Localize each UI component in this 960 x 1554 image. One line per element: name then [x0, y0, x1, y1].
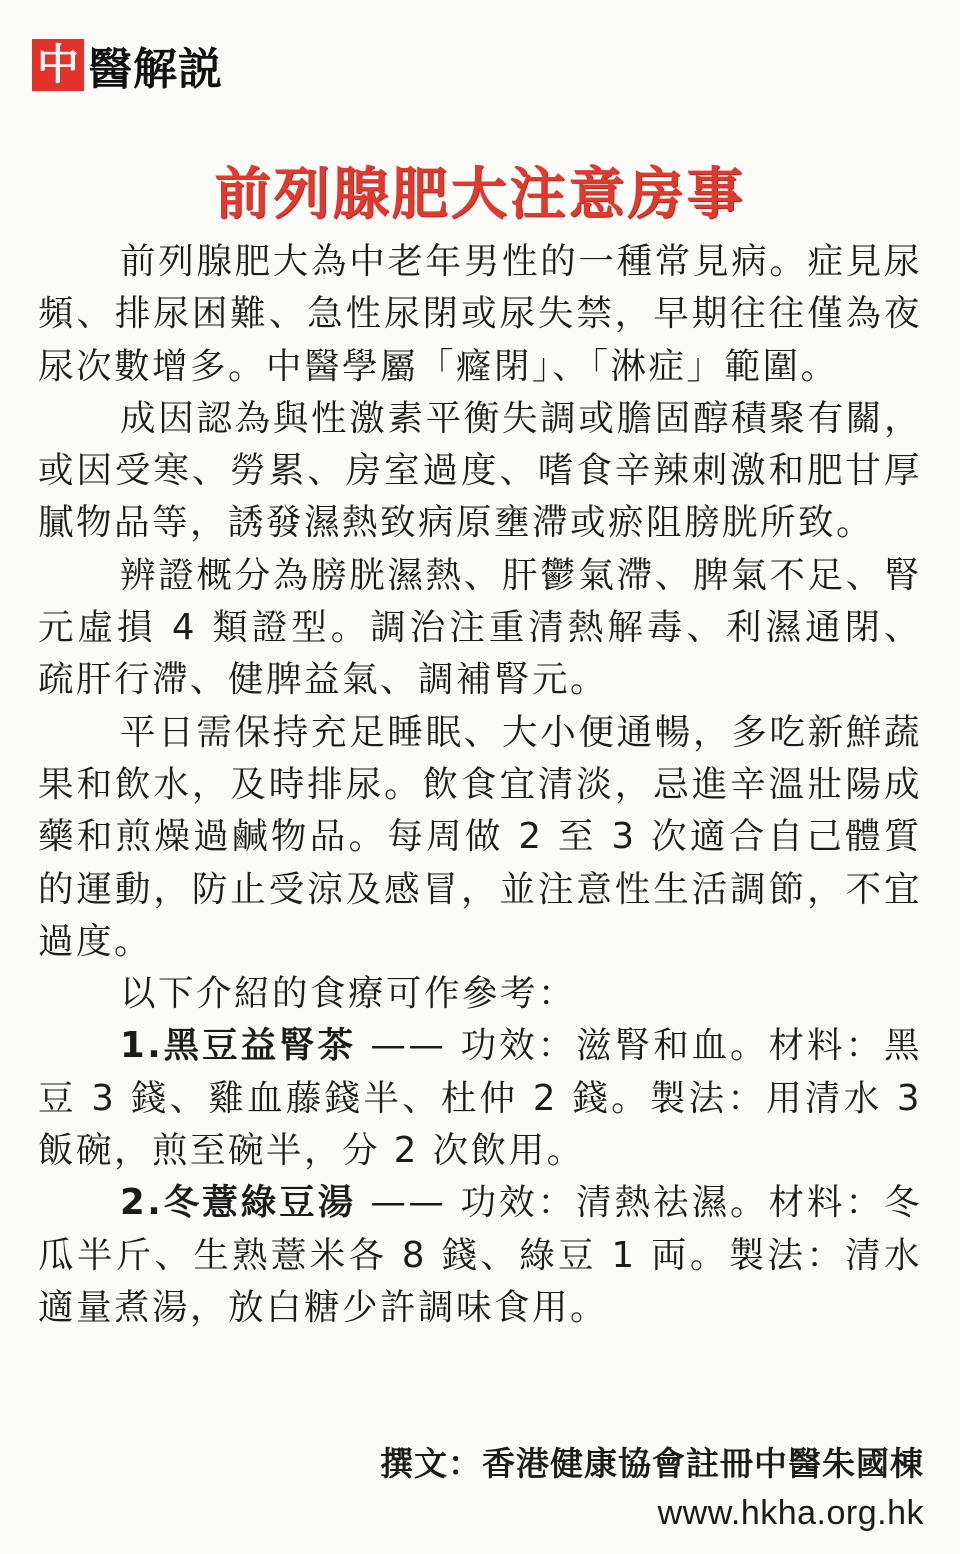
recipe-item	[38, 1177, 922, 1334]
recipe-text: —— 功效：滋腎和血。材料：黑豆 3 錢、雞血藤錢半、杜仲 2 錢。製法：用清水 3 飯碗，煎至碗半，分 2 次飲用。	[38, 1025, 922, 1172]
column-badge	[32, 36, 223, 94]
paragraph-intro-recipes: 以下介紹的食療可作參考：	[120, 973, 577, 1015]
article-body	[38, 236, 922, 1334]
paragraph-care: 平日需保持充足睡眠、大小便通暢，多吃新鮮蔬果和飲水，及時排尿。飲食宜清淡，忌進辛溫壯陽成藥和煎燥過鹹物品。每周做 2 至 3 次適合自己體質的運動，防止受涼及感冒，並注意性生活調節，不宜過度。	[38, 711, 922, 962]
paragraph-causes: 成因認為與性激素平衡失調或膽固醇積聚有關，或因受寒、勞累、房室過度、嗜食辛辣刺激和肥甘厚膩物品等，誘發濕熱致病原壅滯或瘀阻膀胱所致。	[38, 397, 922, 544]
recipe-item	[38, 1020, 922, 1177]
headline: 前列腺肥大注意房事	[214, 162, 746, 227]
column-title: 醫解説	[88, 44, 223, 95]
recipe-name: 1.黑豆益腎茶	[120, 1025, 357, 1067]
column-badge-box: 中	[32, 39, 84, 91]
recipe-text: —— 功效：清熱祛濕。材料：冬瓜半斤、生熟薏米各 8 錢、綠豆 1 両。製法：清水適量煮湯，放白糖少許調味食用。	[38, 1182, 922, 1328]
recipe-name: 2.冬薏綠豆湯	[120, 1182, 357, 1224]
byline: 撰文：香港健康協會註冊中醫朱國棟	[380, 1444, 924, 1483]
paragraph-diagnosis: 辨證概分為膀胱濕熱、肝鬱氣滯、脾氣不足、腎元虛損 4 類證型。調治注重清熱解毒、利濕通閉、疏肝行滯、健脾益氣、調補腎元。	[38, 554, 922, 701]
paragraph-symptoms: 前列腺肥大為中老年男性的一種常見病。症見尿頻、排尿困難、急性尿閉或尿失禁，早期往往僅為夜尿次數增多。中醫學屬「癃閉」、「淋症」範圍。	[38, 241, 922, 387]
website-link[interactable]: www.hkha.org.hk	[657, 1494, 924, 1532]
